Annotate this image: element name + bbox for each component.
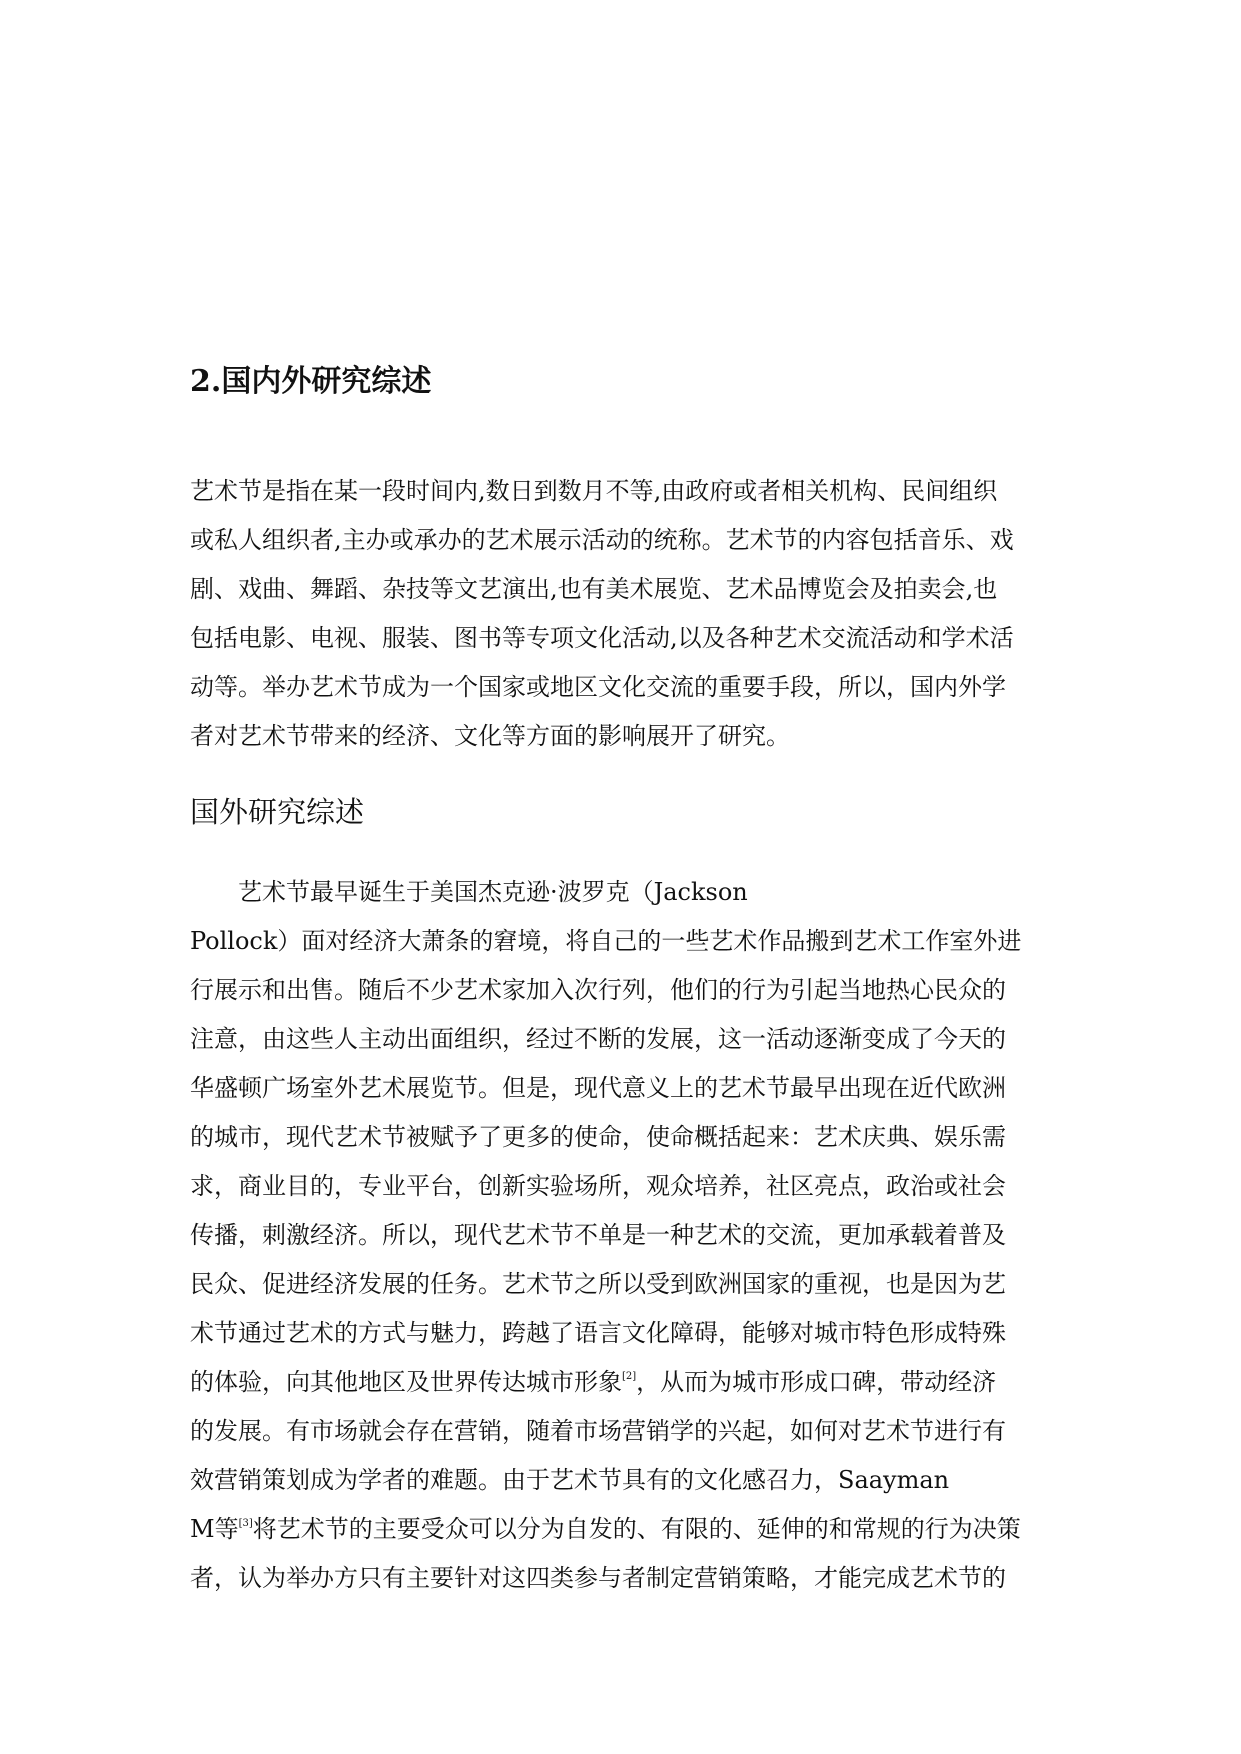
body-line: 华盛顿广场室外艺术展览节。但是，现代意义上的艺术节最早出现在近代欧洲 [190, 1074, 1006, 1102]
intro-paragraph [190, 467, 1060, 761]
document-content [190, 360, 1060, 1603]
intro-line: 者对艺术节带来的经济、文化等方面的影响展开了研究。 [190, 722, 790, 750]
body-line: 求，商业目的，专业平台，创新实验场所，观众培养，社区亮点，政治或社会 [190, 1172, 1006, 1200]
body-line: 行展示和出售。随后不少艺术家加入次行列，他们的行为引起当地热心民众的 [190, 976, 1006, 1004]
subsection-title: 国外研究综述 [190, 795, 365, 829]
citation-marker[interactable]: [2] [622, 1371, 637, 1382]
body-text: 将艺术节的主要受众可以分为自发的、有限的、延伸的和常规的行为决策 [252, 1515, 1021, 1543]
intro-line: 动等。举办艺术节成为一个国家或地区文化交流的重要手段，所以，国内外学 [190, 673, 1006, 701]
body-line: 传播，刺激经济。所以，现代艺术节不单是一种艺术的交流，更加承载着普及 [190, 1221, 1006, 1249]
body-line: 效营销策划成为学者的难题。由于艺术节具有的文化感召力，Saayman [190, 1466, 950, 1494]
body-line-with-citation [190, 1505, 1060, 1554]
intro-line: 艺术节是指在某一段时间内,数日到数月不等,由政府或者相关机构、民间组织 [190, 477, 998, 505]
body-line: 民众、促进经济发展的任务。艺术节之所以受到欧洲国家的重视，也是因为艺 [190, 1270, 1006, 1298]
citation-marker[interactable]: [3] [238, 1518, 253, 1529]
body-line: 的城市，现代艺术节被赋予了更多的使命，使命概括起来：艺术庆典、娱乐需 [190, 1123, 1006, 1151]
body-line: 艺术节最早诞生于美国杰克逊·波罗克（Jackson [238, 878, 748, 906]
body-text: 的体验，向其他地区及世界传达城市形象 [190, 1368, 622, 1396]
intro-line: 或私人组织者,主办或承办的艺术展示活动的统称。艺术节的内容包括音乐、戏 [190, 526, 1014, 554]
body-line: 者，认为举办方只有主要针对这四类参与者制定营销策略，才能完成艺术节的 [190, 1564, 1006, 1592]
body-line: 术节通过艺术的方式与魅力，跨越了语言文化障碍，能够对城市特色形成特殊 [190, 1319, 1006, 1347]
body-paragraph [190, 868, 1060, 1603]
body-line-with-citation [190, 1358, 1060, 1407]
body-text: M等 [190, 1515, 239, 1543]
body-line: 的发展。有市场就会存在营销，随着市场营销学的兴起，如何对艺术节进行有 [190, 1417, 1006, 1445]
intro-line: 包括电影、电视、服装、图书等专项文化活动,以及各种艺术交流活动和学术活 [190, 624, 1014, 652]
body-line: Pollock）面对经济大萧条的窘境，将自己的一些艺术作品搬到艺术工作室外进 [190, 927, 1022, 955]
intro-line: 剧、戏曲、舞蹈、杂技等文艺演出,也有美术展览、艺术品博览会及拍卖会,也 [190, 575, 998, 603]
section-title: 2.国内外研究综述 [190, 364, 432, 399]
body-text: ，从而为城市形成口碑，带动经济 [636, 1368, 997, 1396]
body-line: 注意，由这些人主动出面组织，经过不断的发展，这一活动逐渐变成了今天的 [190, 1025, 1006, 1053]
